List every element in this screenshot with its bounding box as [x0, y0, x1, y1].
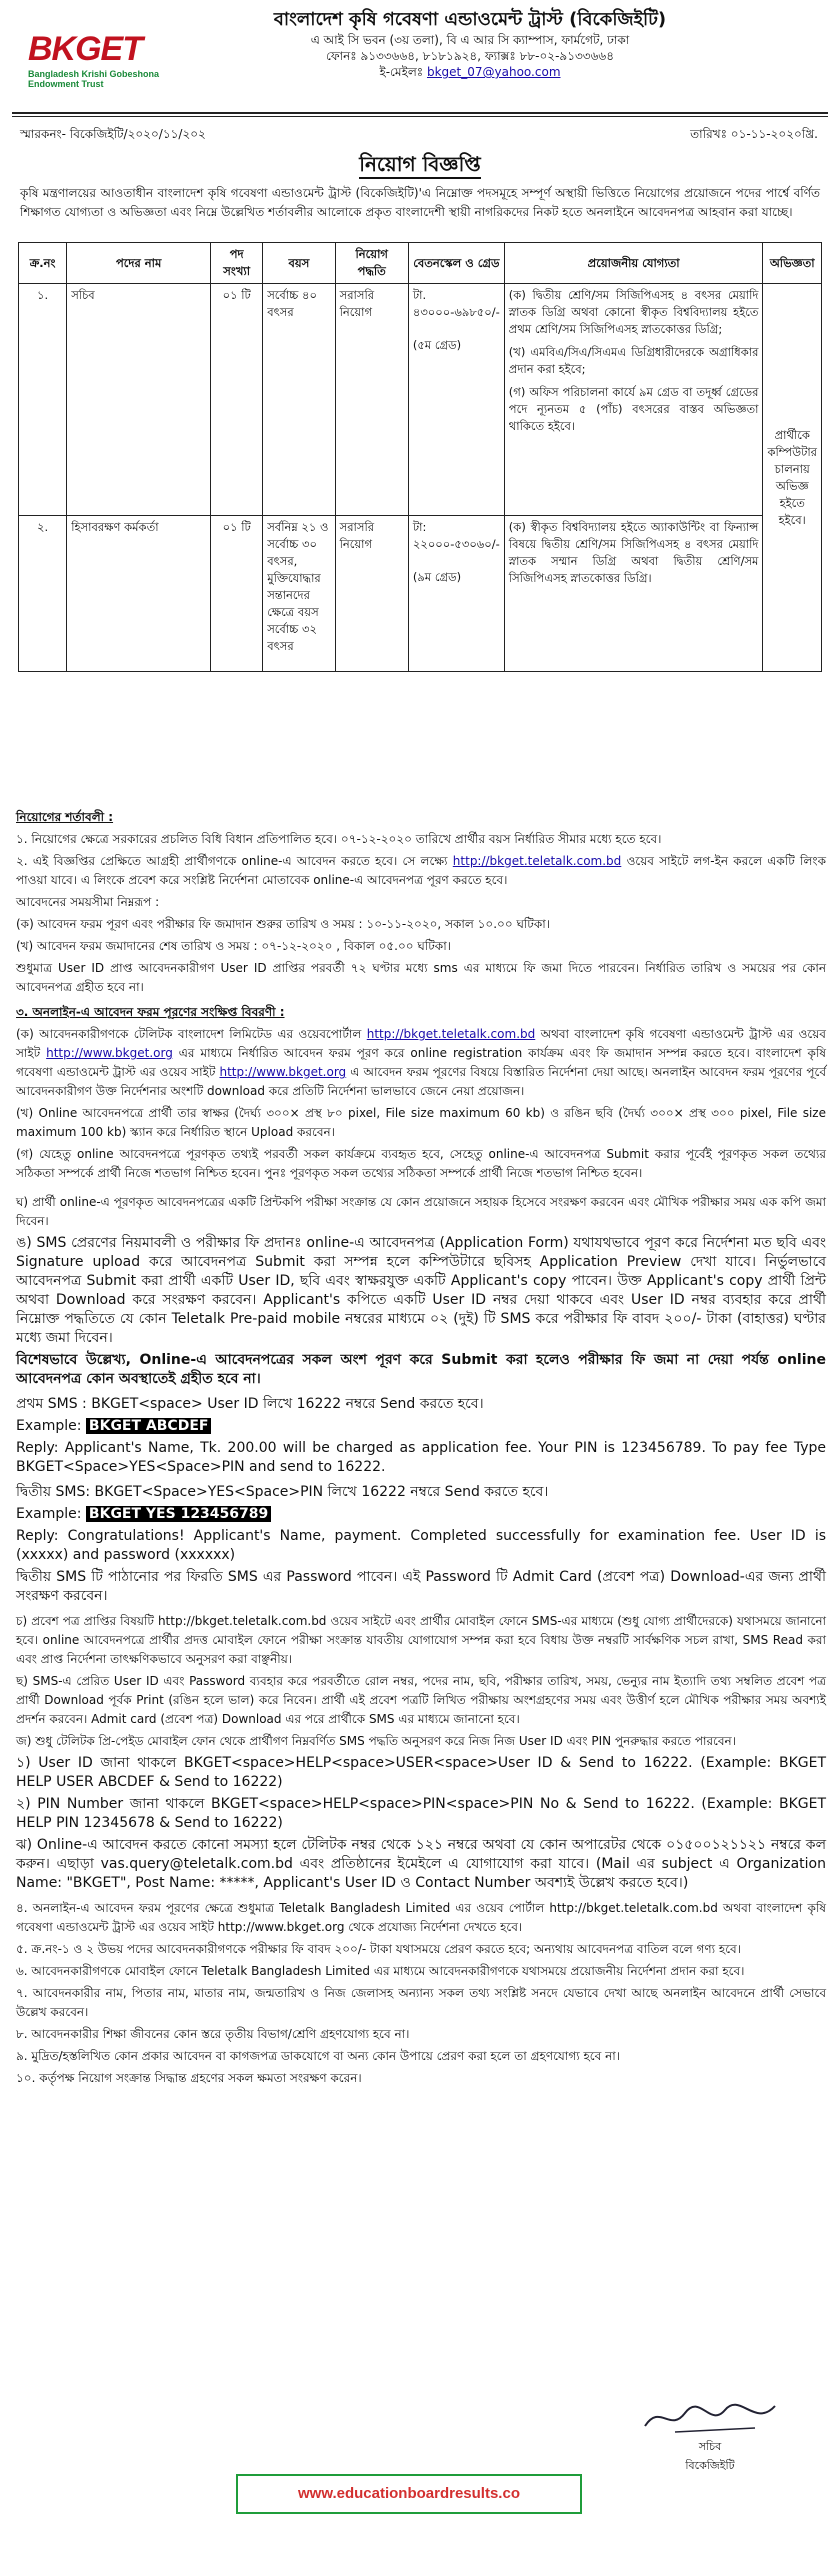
- row-grade: (৯ম গ্রেড): [412, 570, 462, 584]
- row-qualification: [504, 516, 763, 672]
- condition-jh: ঝ) Online-এ আবেদন করতে কোনো সমস্যা হলে টেলিটক নম্বর থেকে ১২১ নম্বরে অথবা যে কোন অপারেটর থেকে ০১৫০০১২১১২১ নম্বরে কল করুন। এছাড়া vas.query@teletalk.com.bd এবং প্রতিষ্ঠানের ইমেইলে এ যোগাযোগ করা যাবে। (Mail এর subject এ Organization Name: "BKGET", Post Name: *****, Applicant's User ID ও Contact Number অবশ্যই উল্লেখ করতে হবে।): [16, 1837, 826, 1891]
- col-scale: বেতনস্কেল ও গ্রেড: [408, 243, 504, 284]
- condition-2-text: ২. এই বিজ্ঞপ্তির প্রেক্ষিতে আগ্রহী প্রার্থীগণকে online-এ আবেদন করতে হবে। সে লক্ষ্যে: [16, 854, 448, 868]
- row-method: সরাসরি নিয়োগ: [335, 284, 408, 516]
- intro-paragraph: কৃষি মন্ত্রণালয়ের আওতাধীন বাংলাদেশ কৃষি গবেষণা এন্ডাওমেন্ট ট্রাস্ট (বিকেজিইটি)'এ নিম্নোক্ত পদসমূহে সম্পূর্ণ অস্থায়ী ভিত্তিতে নিয়োগের প্রয়োজনে পদের পার্শ্বে বর্ণিত শিক্ষাগত যোগ্যতা ও অভিজ্ঞতা এবং নিম্নে উল্লেখিত শর্তাবলীর আলোকে প্রকৃত বাংলাদেশী স্থায়ী নাগরিকদের নিকট হতে অনলাইনে আবেদনপত্র আহবান করা যাচ্ছে।: [20, 186, 820, 219]
- condition-7: ৭. আবেদনকারীর নাম, পিতার নাম, মাতার নাম, জন্মতারিখ ও নিজ জেলাসহ অন্যান্য সকল তথ্য সংশ্লিষ্ট সনদে যেভাবে দেখা আছে অনলাইন আবেদনে প্রার্থী সেভাবে উল্লেখ করবেন।: [16, 1986, 826, 2019]
- deadline-end: (খ) আবেদন ফরম জমাদানের শেষ তারিখ ও সময় : ০৭-১২-২০২০ , বিকাল ০৫.০০ ঘটিকা।: [16, 939, 451, 953]
- condition-3b: (খ) Online আবেদনপত্রে প্রার্থী তার স্বাক্ষর (দৈর্ঘ্য ৩০০× প্রস্থ ৮০ pixel, File size maximum 60 kb) ও রঙিন ছবি (দৈর্ঘ্য ৩০০× প্রস্থ ৩০০ pixel, File size maximum 100 kb) স্ক্যান করে নির্ধারিত স্থানে Upload করবেন।: [16, 1106, 826, 1139]
- col-age: বয়স: [263, 243, 335, 284]
- signatory-org: বিকেজিইটি: [685, 2459, 735, 2472]
- row-age: সর্বনিম্ন ২১ ও সর্বোচ্চ ৩০ বৎসর, মুক্তিযোদ্ধার সন্তানদের ক্ষেত্রে বয়স সর্বোচ্চ ৩২ বৎসর: [263, 516, 335, 672]
- bkget-site-link[interactable]: http://www.bkget.org: [46, 1046, 173, 1060]
- qualification-item: (ক) স্বীকৃত বিশ্ববিদ্যালয় হইতে অ্যাকাউন্টিং বা ফিন্যান্স বিষয়ে দ্বিতীয় শ্রেণি/সম সিজিপিএসহ ৪ বৎসর মেয়াদি স্নাতক সম্মান ডিগ্রি অথবা দ্বিতীয় শ্রেণি/সম সিজিপিএসহ স্নাতকোত্তর ডিগ্রি।: [508, 520, 759, 585]
- row-grade: (৫ম গ্রেড): [412, 338, 462, 352]
- signatory-designation: সচিব: [698, 2440, 722, 2453]
- bkget-site-link[interactable]: http://www.bkget.org: [219, 1065, 347, 1079]
- qualification-item: (খ) এমবিএ/সিএ/সিএমএ ডিগ্রিধারীদেরকে অগ্রাধিকার প্রদান করা হইবে;: [508, 345, 759, 376]
- row-count: ০১ টি: [211, 284, 263, 516]
- row-serial: ২.: [19, 516, 67, 672]
- row-post: সচিব: [67, 284, 211, 516]
- condition-3a-text: (ক) আবেদনকারীগণকে টেলিটক বাংলাদেশ লিমিটেড এর ওয়েবপোর্টাল: [16, 1027, 362, 1041]
- footer-watermark-site[interactable]: www.educationboardresults.co: [236, 2474, 582, 2514]
- condition-chh: ছ) SMS-এ প্রেরিত User ID এবং Password ব্যবহার করে পরবর্তীতে রোল নম্বর, পদের নাম, ছবি, পরীক্ষার তারিখ, সময়, ভেন্যুর নাম ইত্যাদি তথ্য সম্বলিত প্রবেশ পত্র প্রার্থী Download পূর্বক Print (রঙিন হলে ভাল) করে নিবেন। প্রার্থী এই প্রবেশ পত্রটি লিখিত পরীক্ষায় অংশগ্রহণের সময় এবং উত্তীর্ণ হলে মৌখিক পরীক্ষার সময় অবশ্যই প্রদর্শন করবেন। Admit card (প্রবেশ পত্র) Download এর পরে প্রার্থীকে SMS এর মাধ্যমে জানানো হবে।: [16, 1674, 826, 1726]
- row-method: সরাসরি নিয়োগ: [335, 516, 408, 672]
- condition-3a-text-c: এর মাধ্যমে নির্ধারিত আবেদন ফরম পূরণ করে online registration কার্যক্রম এবং ফি জমাদান সম্পন্ন করতে হবে। বাংলাদেশ কৃষি গবেষণা এন্ডাওমেন্ট ট্রাস্ট এর ওয়েব সাইট: [16, 1046, 826, 1079]
- sms-example-2: [16, 1505, 826, 1524]
- row-scale: টা. ৪৩০০০-৬৯৮৫০/-: [412, 288, 500, 319]
- header-rule: [12, 112, 828, 114]
- table-row: [19, 516, 822, 672]
- title-text: নিয়োগ বিজ্ঞপ্তি: [359, 152, 481, 179]
- col-qualification: প্রয়োজনীয় যোগ্যতা: [504, 243, 763, 284]
- teletalk-link[interactable]: http://bkget.teletalk.com.bd: [452, 854, 622, 868]
- org-block: [250, 8, 690, 80]
- org-name: বাংলাদেশ কৃষি গবেষণা এন্ডাওমেন্ট ট্রাস্ট (বিকেজিইটি): [273, 9, 667, 30]
- qualification-item: (গ) অফিস পরিচালনা কার্যে ৯ম গ্রেড বা তদূর্ধ্ব গ্রেডের পদে ন্যূনতম ৫ (পাঁচ) বৎসরের বাস্তব অভিজ্ঞতা থাকিতে হইবে।: [508, 385, 759, 433]
- signature-block: [620, 2398, 800, 2478]
- email-label: ই-মেইলঃ: [379, 65, 424, 79]
- deadline-start: (ক) আবেদন ফরম পূরণ এবং পরীক্ষার ফি জমাদান শুরুর তারিখ ও সময় : ১০-১১-২০২০, সকাল ১০.০০ ঘটিকা।: [16, 917, 550, 931]
- conditions-heading: নিয়োগের শর্তাবলী :: [16, 810, 114, 824]
- recover-userid: ১) User ID জানা থাকলে BKGET<space>HELP<space>USER<space>User ID & Send to 16222. (Example: BKGET HELP USER ABCDEF & Send to 16222): [16, 1755, 826, 1790]
- col-experience: অভিজ্ঞতা: [763, 243, 822, 284]
- row-count: ০১ টি: [211, 516, 263, 672]
- row-scale: টা: ২২০০০-৫৩০৬০/-: [412, 520, 500, 551]
- logo-text: BKGET: [28, 30, 142, 68]
- row-age: সর্বোচ্চ ৪০ বৎসর: [263, 284, 335, 516]
- condition-9: ৯. মুদ্রিত/হস্তলিখিত কোন প্রকার আবেদন বা কাগজপত্র ডাকযোগে বা অন্য কোন উপায়ে প্রেরণ করা হলে তা গ্রহণযোগ্য হবে না।: [16, 2049, 621, 2063]
- example-label: Example:: [16, 1418, 82, 1434]
- org-phone: ফোনঃ ৯১৩৩৬৬৪, ৮১৮১৯২৪, ফ্যাক্সঃ ৮৮-০২-৯১৩৩৬৬৪: [325, 49, 614, 63]
- sms-first: প্রথম SMS : BKGET<space> User ID লিখে 16222 নম্বরে Send করতে হবে।: [16, 1396, 484, 1412]
- example-code: BKGET YES 123456789: [86, 1506, 271, 1522]
- signature-scribble: [635, 2398, 785, 2438]
- col-serial: ক্র.নং: [19, 243, 67, 284]
- row-scale-cell: [408, 516, 504, 672]
- conditions-section: [16, 808, 826, 2091]
- condition-2: [16, 852, 826, 890]
- condition-8: ৮. আবেদনকারীর শিক্ষা জীবনের কোন স্তরে তৃতীয় বিভাগ/শ্রেণি গ্রহণযোগ্য হবে না।: [16, 2027, 410, 2041]
- row-serial: ১.: [19, 284, 67, 516]
- condition-3f: বিশেষভাবে উল্লেখ্য, Online-এ আবেদনপত্রের সকল অংশ পূরণ করে Submit করা হলেও পরীক্ষার ফি জমা না দেয়া পর্যন্ত online আবেদনপত্র কোন অবস্থাতেই গ্রহীত হবে না।: [16, 1352, 826, 1387]
- example-code: BKGET ABCDEF: [86, 1418, 212, 1434]
- recover-pin: ২) PIN Number জানা থাকলে BKGET<space>HELP<space>PIN<space>PIN No & Send to 16222. (Example: BKGET HELP PIN 12345678 & Send to 16222): [16, 1796, 826, 1831]
- row-qualification: [504, 284, 763, 516]
- condition-2-text-b: ওয়েব সাইটে লগ-ইন করলে একটি লিংক পাওয়া যাবে। এ লিংকে প্রবেশ করে সংশ্লিষ্ট নির্দেশনা মোতাবেক online-এ আবেদনপত্র পূরণ করতে হবে।: [16, 854, 826, 887]
- teletalk-link[interactable]: http://bkget.teletalk.com.bd: [366, 1027, 536, 1041]
- condition-1: ১. নিয়োগের ক্ষেত্রে সরকারের প্রচলিত বিধি বিধান প্রতিপালিত হবে। ০৭-১২-২০২০ তারিখে প্রার্থীর বয়স নির্ধারিত সীমার মধ্যে হতে হবে।: [16, 832, 662, 846]
- condition-3d: ঘ) প্রার্থী online-এ পূরণকৃত আবেদনপত্রের একটি প্রিন্টকপি পরীক্ষা সংক্রান্ত যে কোন প্রয়োজনে সহায়ক হিসেবে সংরক্ষণ করবেন এবং মৌখিক পরীক্ষার সময় এক কপি জমা দিবেন।: [16, 1195, 826, 1228]
- condition-6: ৬. আবেদনকারীগণকে মোবাইল ফোনে Teletalk Bangladesh Limited এর মাধ্যমে আবেদনকারীগণকে যথাসময়ে প্রয়োজনীয় নির্দেশনা প্রদান করা হবে।: [16, 1964, 745, 1978]
- col-method: নিয়োগ পদ্ধতি: [335, 243, 408, 284]
- header-rule-thin: [12, 116, 828, 117]
- sms-password-note: দ্বিতীয় SMS টি পাঠানোর পর ফিরতি SMS এর Password পাবেন। এই Password টি Admit Card (প্রবেশ পত্র) Download-এর জন্য প্রার্থী সংরক্ষণ করবেন।: [16, 1569, 826, 1604]
- notice-title: [0, 150, 840, 183]
- row-scale-cell: [408, 284, 504, 516]
- sms-example-1: [16, 1417, 826, 1436]
- row-experience: প্রার্থীকে কম্পিউটার চালনায় অভিজ্ঞ হইতে হইবে।: [763, 284, 822, 672]
- vacancy-table: [18, 242, 822, 672]
- org-address: এ আই সি ভবন (৩য় তলা), বি এ আর সি ক্যাম্পাস, ফার্মগেট, ঢাকা: [310, 33, 630, 47]
- org-email-line: [250, 64, 690, 80]
- table-header-row: [19, 243, 822, 284]
- sms-reply-2: Reply: Congratulations! Applicant's Name, payment. Completed successfully for examination fee. User ID is (xxxxx) and password (xxxxxx): [16, 1528, 826, 1563]
- deadline-intro: আবেদনের সময়সীমা নিম্নরূপ :: [16, 895, 160, 909]
- logo-subtitle-2: Endowment Trust: [28, 79, 104, 89]
- condition-ch: চ) প্রবেশ পত্র প্রাপ্তির বিষয়টি http://bkget.teletalk.com.bd ওয়েব সাইটে এবং প্রার্থীর মোবাইল ফোনে SMS-এর মাধ্যমে (শুধু যোগ্য প্রার্থীদেরকে) যথাসময়ে জানানো হবে। online আবেদনপত্রে প্রার্থীর প্রদত্ত মোবাইল ফোনে পরীক্ষা সংক্রান্ত যাবতীয় যোগাযোগ সম্পন্ন করা হবে বিধায় উক্ত নম্বরটি সার্বক্ষণিক সচল রাখা, SMS Read করা এবং প্রাপ্ত নির্দেশনা তাৎক্ষণিকভাবে অনুসরণ করা বাঞ্ছনীয়।: [16, 1614, 826, 1666]
- memo-number: স্মারকনং- বিকেজিইটি/২০২০/১১/২০২: [20, 127, 206, 141]
- condition-5: ৫. ক্র.নং-১ ও ২ উভয় পদের আবেদনকারীগণকে পরীক্ষার ফি বাবদ ২০০/- টাকা যথাসময়ে প্রেরণ করতে হবে; অন্যথায় আবেদনপত্র বাতিল বলে গণ্য হবে।: [16, 1942, 742, 1956]
- letterhead: [0, 0, 840, 118]
- sms-second: দ্বিতীয় SMS: BKGET<Space>YES<Space>PIN লিখে 16222 নম্বরে Send করতে হবে।: [16, 1484, 549, 1500]
- bkget-logo: [28, 30, 178, 88]
- qualification-item: (ক) দ্বিতীয় শ্রেণি/সম সিজিপিএসহ ৪ বৎসর মেয়াদি স্নাতক ডিগ্রি অথবা কোনো স্বীকৃত বিশ্ববিদ্যালয় হইতে প্রথম শ্রেণি/সম সিজিপিএসহ স্নাতকোত্তর ডিগ্রি;: [508, 288, 759, 336]
- notice-date: তারিখঃ ০১-১১-২০২০খ্রি.: [690, 127, 818, 141]
- org-email-link[interactable]: bkget_07@yahoo.com: [426, 65, 561, 79]
- fee-window-note: শুধুমাত্র User ID প্রাপ্ত আবেদনকারীগণ User ID প্রাপ্তির পরবর্তী ৭২ ঘণ্টার মধ্যে sms এর মাধ্যমে ফি জমা দিতে পারবেন। নির্ধারিত তারিখ ও সময়ের পর কোন আবেদনপত্র গ্রহীত হবে না।: [16, 961, 826, 994]
- table-row: [19, 284, 822, 516]
- logo-subtitle-1: Bangladesh Krishi Gobeshona: [28, 69, 160, 79]
- condition-3e: ঙ) SMS প্রেরণের নিয়মাবলী ও পরীক্ষার ফি প্রদানঃ online-এ আবেদনপত্র (Application Form) যথাযথভাবে পূরণ করে নির্দেশনা মত ছবি এবং Signature upload করে আবেদনপত্র Submit করা সম্পন্ন হলে কম্পিউটারে ছবিসহ Application Preview দেখা যাবে। নির্ভুলভাবে আবেদনপত্র Submit করা প্রার্থী একটি User ID, ছবি এবং স্বাক্ষরযুক্ত একটি Applicant's copy পাবেন। উক্ত Applicant's copy প্রার্থী প্রিন্ট অথবা Download করে সংরক্ষণ করবেন। Applicant's কপিতে একটি User ID নম্বর দেয়া থাকবে এবং User ID নম্বর ব্যবহার করে প্রার্থী নিম্নোক্ত পদ্ধতিতে যে কোন Teletalk Pre-paid mobile নম্বরের মাধ্যমে ০২ (দুই) টি SMS করে পরীক্ষার ফি বাবদ ২০০/- টাকা (বাহাত্তর) ঘণ্টার মধ্যে জমা দিবেন।: [16, 1235, 826, 1346]
- condition-4: ৪. অনলাইন-এ আবেদন ফরম পূরণের ক্ষেত্রে শুধুমাত্র Teletalk Bangladesh Limited এর ওয়েব পোর্টাল http://bkget.teletalk.com.bd অথবা বাংলাদেশ কৃষি গবেষণা এন্ডাওমেন্ট ট্রাস্ট এর ওয়েব সাইট http://www.bkget.org থেকে প্রযোজ্য নির্দেশনা দেখতে হবে।: [16, 1901, 826, 1934]
- condition-3c: (গ) যেহেতু online আবেদনপত্রে পূরণকৃত তথ্যই পরবর্তী সকল কার্যক্রমে ব্যবহৃত হবে, সেহেতু online-এ আবেদনপত্র Submit করার পূর্বেই পূরণকৃত সকল তথ্যের সঠিকতা সম্পর্কে প্রার্থী নিজে শতভাগ নিশ্চিত হবেন। পুনঃ পূরণকৃত সকল তথ্যের সঠিকতা সম্পর্কে প্রার্থী নিজে শতভাগ নিশ্চিত হবেন।: [16, 1147, 826, 1180]
- condition-3a-text-b: অথবা বাংলাদেশ কৃষি গবেষণা এন্ডাওমেন্ট ট্রাস্ট এর ওয়েব সাইট: [16, 1027, 826, 1060]
- col-count: পদ সংখ্যা: [211, 243, 263, 284]
- condition-3a-text-d: এ আবেদন ফরম পূরণের বিষয়ে বিস্তারিত নির্দেশনা দেয়া আছে। অনলাইন আবেদন ফরম পূরণের পূর্বে আবেদনকারীগণ উক্ত নির্দেশনার অংশটি download করে প্রতিটি নির্দেশনা ভালভাবে জেনে নেয়া প্রয়োজন।: [16, 1065, 826, 1098]
- condition-j: জ) শুধু টেলিটক প্রি-পেইড মোবাইল ফোন থেকে প্রার্থীগণ নিম্নবর্ণিত SMS পদ্ধতি অনুসরণ করে নিজ নিজ User ID এবং PIN পুনরুদ্ধার করতে পারবেন।: [16, 1734, 737, 1748]
- col-post: পদের নাম: [67, 243, 211, 284]
- sms-reply-1: Reply: Applicant's Name, Tk. 200.00 will be charged as application fee. Your PIN is 123456789. To pay fee Type BKGET<Space>YES<Space>PIN and send to 16222.: [16, 1440, 826, 1475]
- row-post: হিসাবরক্ষণ কর্মকর্তা: [67, 516, 211, 672]
- condition-10: ১০. কর্তৃপক্ষ নিয়োগ সংক্রান্ত সিদ্ধান্ত গ্রহণের সকল ক্ষমতা সংরক্ষণ করেন।: [16, 2071, 362, 2085]
- online-apply-heading: ৩. অনলাইন-এ আবেদন ফরম পূরণের সংক্ষিপ্ত বিবরণী :: [16, 1005, 285, 1019]
- example-label: Example:: [16, 1506, 82, 1522]
- condition-3a: [16, 1025, 826, 1101]
